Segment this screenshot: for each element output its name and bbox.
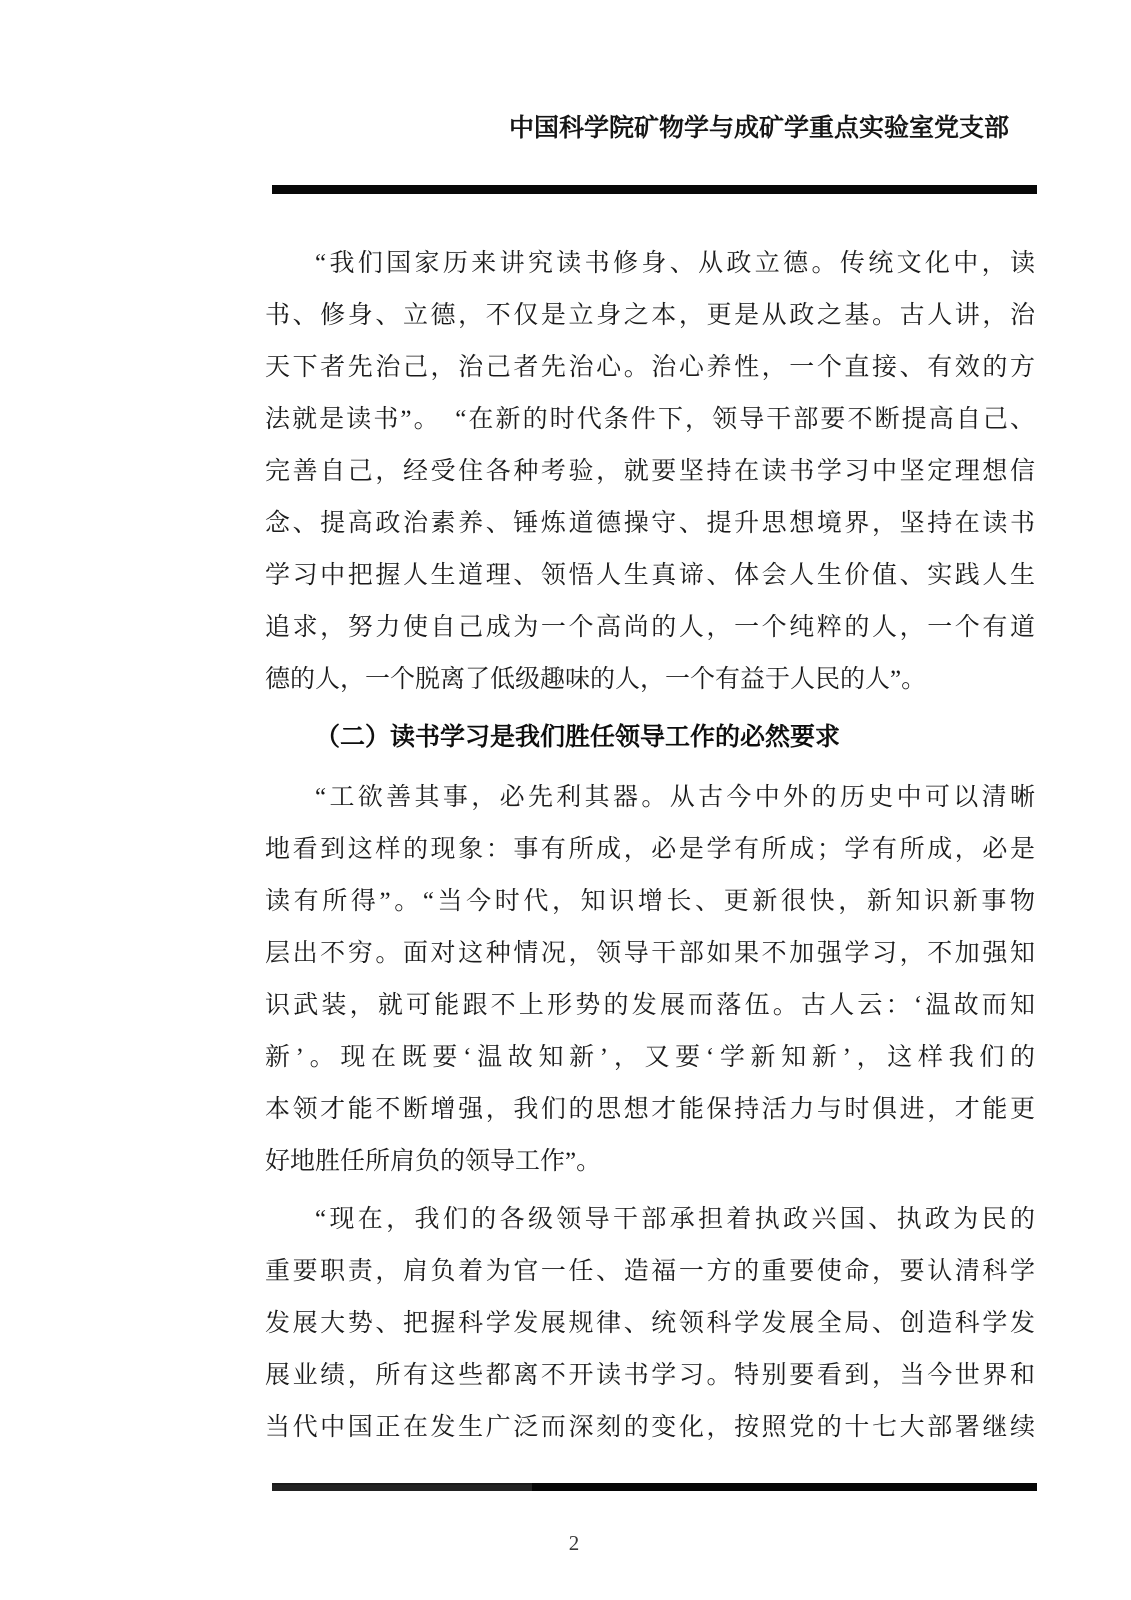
text-line: 重要职责，肩负着为官一任、造福一方的重要使命，要认清科学 [265,1258,1035,1285]
text-line: “我们国家历来讲究读书修身、从政立德。传统文化中，读 [315,250,1035,277]
text-line: 念、提高政治素养、锤炼道德操守、提升思想境界，坚持在读书 [265,510,1035,537]
paragraph [265,772,1035,1188]
text-line: 书、修身、立德，不仅是立身之本，更是从政之基。古人讲，治 [265,302,1035,329]
text-line: 本领才能不断增强，我们的思想才能保持活力与时俱进，才能更 [265,1096,1035,1123]
text-line: 好地胜任所肩负的领导工作”。 [265,1148,602,1175]
text-line: 展业绩，所有这些都离不开读书学习。特别要看到，当今世界和 [265,1362,1035,1389]
page-header-org-title: 中国科学院矿物学与成矿学重点实验室党支部 [508,114,1009,142]
text-line: 天下者先治己，治己者先治心。治心养性，一个直接、有效的方 [265,354,1035,381]
text-line: 发展大势、把握科学发展规律、统领科学发展全局、创造科学发 [265,1310,1035,1337]
footer-rule [272,1483,1037,1491]
text-line: 德的人，一个脱离了低级趣味的人，一个有益于人民的人”。 [265,666,927,693]
header-rule [272,185,1037,194]
text-line: 学习中把握人生道理、领悟人生真谛、体会人生价值、实践人生 [265,562,1035,589]
text-line: 法就是读书”。 “在新的时代条件下，领导干部要不断提高自己、 [265,406,1035,433]
text-line: 识武装，就可能跟不上形势的发展而落伍。古人云：‘温故而知 [265,992,1035,1019]
text-line: 新’。现在既要‘温故知新’，又要‘学新知新’，这样我们的 [265,1044,1035,1071]
page-number: 2 [568,1531,580,1555]
section-heading [265,712,1035,764]
text-line: 读有所得”。“当今时代，知识增长、更新很快，新知识新事物 [265,888,1035,915]
text-line: 地看到这样的现象：事有所成，必是学有所成；学有所成，必是 [265,836,1035,863]
paragraph [265,1194,1035,1454]
text-line: 层出不穷。面对这种情况，领导干部如果不加强学习，不加强知 [265,940,1035,967]
text-line: （二）读书学习是我们胜任领导工作的必然要求 [315,724,841,751]
text-line: “现在，我们的各级领导干部承担着执政兴国、执政为民的 [315,1206,1035,1233]
paragraph [265,238,1035,706]
text-line: 完善自己，经受住各种考验，就要坚持在读书学习中坚定理想信 [265,458,1035,485]
text-line: “工欲善其事，必先利其器。从古今中外的历史中可以清晰 [315,784,1035,811]
text-line: 当代中国正在发生广泛而深刻的变化，按照党的十七大部署继续 [265,1414,1035,1441]
text-line: 追求，努力使自己成为一个高尚的人，一个纯粹的人，一个有道 [265,614,1035,641]
document-body [265,238,1035,1454]
